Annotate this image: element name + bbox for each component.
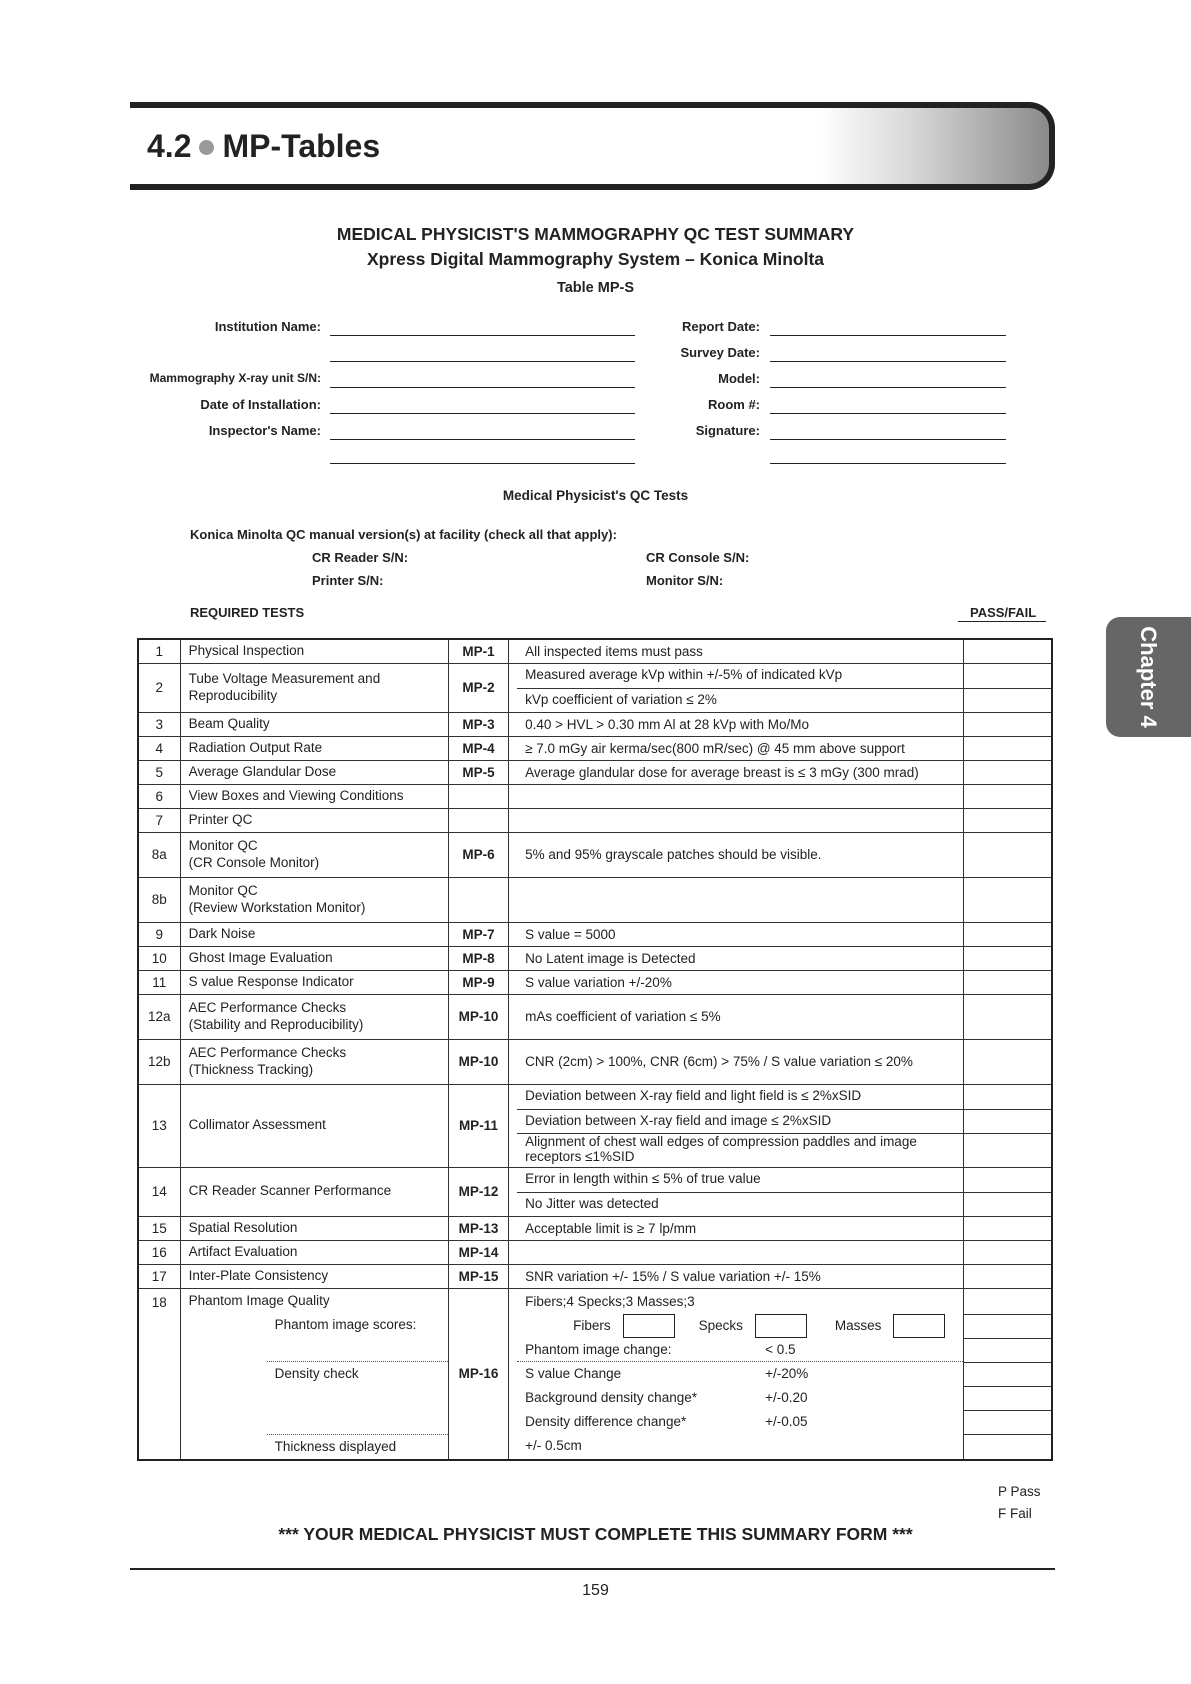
criteria-item: 5% and 95% grayscale patches should be visible.: [525, 847, 822, 862]
test-code: MP-9: [448, 970, 508, 994]
test-code: MP-8: [448, 946, 508, 970]
thickness-value: +/- 0.5cm: [525, 1438, 582, 1453]
criteria-item: SNR variation +/- 15% / S value variation +/- 15%: [525, 1268, 821, 1284]
test-name-text: Monitor QC: [188, 883, 258, 899]
test-code: MP-16: [448, 1288, 508, 1460]
pass-fail-cell[interactable]: [963, 877, 1052, 922]
row-number: 4: [138, 736, 180, 760]
row-number: 8a: [138, 832, 180, 877]
bullet-icon: [199, 140, 214, 155]
test-name-text: Tube Voltage Measurement and Reproducibility: [188, 671, 381, 703]
criteria-item: Deviation between X-ray field and image ≤ 2%xSID: [517, 1109, 963, 1133]
test-name-text: Physical Inspection: [188, 643, 305, 659]
criteria-cell: [509, 922, 964, 946]
page-number: 159: [582, 1582, 609, 1599]
section-title: 4.2 MP-Tables: [147, 128, 381, 164]
table-row: [138, 712, 1052, 736]
criteria-item: Error in length within ≤ 5% of true value: [525, 1171, 761, 1187]
test-name-subtext: (CR Console Monitor): [188, 854, 320, 870]
pass-fail-entry[interactable]: [964, 1410, 1051, 1434]
criteria-cell: [509, 1240, 964, 1264]
pass-fail-cell[interactable]: [963, 808, 1052, 832]
test-name-text: Ghost Image Evaluation: [188, 949, 333, 965]
s-change-value: +/-20%: [765, 1366, 809, 1381]
test-name-text: Phantom Image Quality: [188, 1292, 330, 1308]
pass-fail-cell[interactable]: [963, 970, 1052, 994]
test-code: MP-7: [448, 922, 508, 946]
criteria-cell: [509, 1216, 964, 1240]
row-number: 18: [138, 1288, 180, 1460]
pass-fail-cell[interactable]: [963, 784, 1052, 808]
pass-fail-cell[interactable]: [963, 736, 1052, 760]
phantom-change-row: [517, 1338, 963, 1362]
chapter-tab: Chapter 4: [1106, 617, 1191, 737]
test-name: [180, 1167, 448, 1216]
test-code: MP-12: [448, 1167, 508, 1216]
criteria-cell: [509, 736, 964, 760]
pass-fail-cell[interactable]: [963, 1084, 1052, 1167]
pass-fail-entry[interactable]: [964, 1133, 1051, 1167]
criteria-item: Average glandular dose for average breast is ≤ 3 mGy (300 mrad): [525, 764, 919, 780]
table-row: [138, 832, 1052, 877]
legend-fail: F Fail: [998, 1506, 1032, 1521]
row-number: 10: [138, 946, 180, 970]
test-code: MP-14: [448, 1240, 508, 1264]
phantom-scores-label: Phantom image scores:: [274, 1316, 417, 1332]
institution-label: Institution Name:: [214, 319, 321, 334]
table-row: [138, 1216, 1052, 1240]
manual-version: Konica Minolta QC manual version(s) at facility (check all that apply):: [190, 527, 617, 542]
dd-change-row: [517, 1410, 963, 1434]
row-number: 14: [138, 1167, 180, 1216]
signature-label: Signature:: [695, 423, 760, 438]
pass-fail-entry[interactable]: [964, 1386, 1051, 1410]
pass-fail-entry[interactable]: [964, 1290, 1051, 1314]
test-name: [180, 877, 448, 922]
table-row: [138, 736, 1052, 760]
test-name-text: Dark Noise: [188, 925, 256, 941]
required-tests-label: REQUIRED TESTS: [190, 605, 305, 620]
summary-title: MEDICAL PHYSICIST'S MAMMOGRAPHY QC TEST SUMMARY: [336, 224, 855, 244]
test-code: MP-13: [448, 1216, 508, 1240]
monitor-sn: Monitor S/N:: [646, 573, 724, 588]
pass-fail-cell[interactable]: [963, 1039, 1052, 1084]
row-number: 8b: [138, 877, 180, 922]
criteria-item: CNR (2cm) > 100%, CNR (6cm) > 75% / S value variation ≤ 20%: [525, 1054, 913, 1069]
row-number: 1: [138, 639, 180, 663]
table-row: [138, 1039, 1052, 1084]
dd-change-value: +/-0.05: [765, 1414, 808, 1429]
test-name: [180, 946, 448, 970]
criteria-cell: [509, 712, 964, 736]
cr-reader-sn: CR Reader S/N:: [312, 550, 409, 565]
unit-sn-label: Mammography X-ray unit S/N:: [149, 371, 321, 385]
test-code: MP-5: [448, 760, 508, 784]
table-row: [138, 1264, 1052, 1288]
fibers-input[interactable]: [623, 1314, 675, 1338]
s-change-row: [517, 1362, 963, 1386]
criteria-item: kVp coefficient of variation ≤ 2%: [517, 688, 963, 712]
test-name-text: Printer QC: [188, 811, 253, 827]
survey-date-field[interactable]: [770, 361, 1006, 362]
test-name-text: Artifact Evaluation: [188, 1243, 298, 1259]
test-name-text: Average Glandular Dose: [188, 763, 337, 779]
criteria-item: S value variation +/-20%: [525, 974, 672, 990]
criteria-item: Measured average kVp within +/-5% of indicated kVp: [525, 667, 843, 683]
pass-fail-entry[interactable]: [964, 1192, 1051, 1216]
qc-test-table: [137, 638, 1053, 1461]
pass-fail-cell[interactable]: [963, 712, 1052, 736]
test-name-text: Spatial Resolution: [188, 1219, 298, 1235]
test-name: [180, 970, 448, 994]
table-row: [138, 663, 1052, 712]
report-date-label: Report Date:: [681, 319, 760, 334]
signature-field[interactable]: [770, 439, 1006, 440]
test-name-text: Collimator Assessment: [188, 1117, 326, 1133]
phantom-limits: Fibers;4 Specks;3 Masses;3: [525, 1294, 695, 1309]
pass-fail-cell[interactable]: [963, 663, 1052, 712]
legend-pass: P Pass: [998, 1484, 1041, 1499]
pass-fail-cell[interactable]: [963, 760, 1052, 784]
criteria-item: All inspected items must pass: [525, 643, 703, 659]
fibers-label: Fibers: [573, 1318, 611, 1333]
test-code: [448, 808, 508, 832]
criteria-item: mAs coefficient of variation ≤ 5%: [525, 1009, 721, 1024]
test-name: [180, 922, 448, 946]
inspector-field-2[interactable]: [330, 463, 635, 464]
test-name: [180, 832, 448, 877]
specks-label: Specks: [698, 1318, 743, 1333]
phantom-score-boxes: [517, 1314, 963, 1338]
inspector-field[interactable]: [330, 439, 635, 440]
table-row: [138, 784, 1052, 808]
pass-fail-entry[interactable]: [964, 664, 1051, 688]
pass-fail-entry[interactable]: [964, 1314, 1051, 1338]
criteria-cell: [509, 639, 964, 663]
criteria-item: No Jitter was detected: [517, 1192, 963, 1216]
test-code: MP-15: [448, 1264, 508, 1288]
test-name: [180, 639, 448, 663]
criteria-cell: [509, 832, 964, 877]
test-code: MP-3: [448, 712, 508, 736]
phantom-change-label: Phantom image change:: [525, 1341, 672, 1357]
criteria-item: ≥ 7.0 mGy air kerma/sec(800 mR/sec) @ 45 mm above support: [525, 740, 905, 756]
test-name: [180, 1084, 448, 1167]
table-row: [138, 808, 1052, 832]
pass-fail-cell[interactable]: [963, 1264, 1052, 1288]
test-name-text: CR Reader Scanner Performance: [188, 1183, 392, 1199]
pass-fail-entry[interactable]: [964, 1168, 1051, 1192]
criteria-cell: [509, 1167, 964, 1216]
criteria-item: Deviation between X-ray field and light field is ≤ 2%xSID: [525, 1088, 862, 1104]
table-id: Table MP-S: [556, 280, 635, 296]
criteria-cell: [509, 994, 964, 1039]
unit-sn-field[interactable]: [330, 387, 635, 388]
row-number: 17: [138, 1264, 180, 1288]
test-code: MP-1: [448, 639, 508, 663]
pass-fail-cell[interactable]: [963, 832, 1052, 877]
criteria-cell: [509, 760, 964, 784]
row-number: 11: [138, 970, 180, 994]
table-row: [138, 922, 1052, 946]
test-name: [180, 994, 448, 1039]
pass-fail-cell[interactable]: [963, 1167, 1052, 1216]
table-row: [138, 1167, 1052, 1216]
test-code: MP-6: [448, 832, 508, 877]
dotted-separator: [267, 1386, 448, 1435]
test-name: [180, 1288, 448, 1460]
test-code: [448, 784, 508, 808]
criteria-item: 0.40 > HVL > 0.30 mm Al at 28 kVp with Mo/Mo: [525, 716, 809, 732]
dotted-separator: [267, 1337, 448, 1362]
bg-change-value: +/-0.20: [765, 1390, 808, 1405]
table-row: [138, 970, 1052, 994]
row-number: 16: [138, 1240, 180, 1264]
test-name: [180, 663, 448, 712]
masses-label: Masses: [834, 1318, 882, 1333]
test-code: MP-4: [448, 736, 508, 760]
test-name-subtext: (Review Workstation Monitor): [188, 899, 366, 915]
test-code: MP-10: [448, 994, 508, 1039]
test-name-text: Radiation Output Rate: [188, 739, 323, 755]
install-date-label: Date of Installation:: [200, 397, 321, 412]
criteria-cell: [509, 946, 964, 970]
criteria-cell: [509, 663, 964, 712]
table-row: [138, 1240, 1052, 1264]
row-number: 2: [138, 663, 180, 712]
row-number: 7: [138, 808, 180, 832]
institution-field-2[interactable]: [330, 361, 635, 362]
criteria-item: Alignment of chest wall edges of compression paddles and image receptors ≤1%SID: [517, 1133, 963, 1167]
inspector-label: Inspector's Name:: [208, 423, 321, 438]
test-name: [180, 736, 448, 760]
survey-date-label: Survey Date:: [680, 345, 760, 360]
qc-heading: Medical Physicist's QC Tests: [502, 488, 689, 503]
bg-change-label: Background density change*: [525, 1390, 697, 1405]
pass-fail-cell[interactable]: [963, 946, 1052, 970]
criteria-cell: [509, 1288, 964, 1460]
institution-field[interactable]: [330, 335, 635, 336]
density-check-label: Density check: [274, 1365, 359, 1381]
masses-input[interactable]: [893, 1314, 945, 1338]
summary-subtitle: Xpress Digital Mammography System – Konica Minolta: [366, 249, 825, 269]
table-row: [138, 877, 1052, 922]
report-date-field[interactable]: [770, 335, 1006, 336]
test-name: [180, 712, 448, 736]
install-date-field[interactable]: [330, 413, 635, 414]
pass-fail-entry[interactable]: [964, 1434, 1051, 1458]
pass-fail-cell[interactable]: [963, 1216, 1052, 1240]
table-row: [138, 760, 1052, 784]
criteria-item: Acceptable limit is ≥ 7 lp/mm: [525, 1220, 697, 1236]
criteria-cell: [509, 808, 964, 832]
test-name: [180, 1039, 448, 1084]
criteria-item: No Latent image is Detected: [525, 950, 696, 966]
test-name-subtext: (Stability and Reproducibility): [188, 1016, 364, 1032]
pass-fail-entry[interactable]: [964, 1338, 1051, 1362]
row-number: 12b: [138, 1039, 180, 1084]
test-name: [180, 760, 448, 784]
test-name: [180, 808, 448, 832]
row-number: 15: [138, 1216, 180, 1240]
criteria-item: S value = 5000: [525, 926, 616, 942]
pass-fail-cell[interactable]: [963, 1240, 1052, 1264]
s-change-label: S value Change: [525, 1366, 622, 1381]
pass-fail-entry[interactable]: [964, 1362, 1051, 1386]
test-name-subtext: (Thickness Tracking): [188, 1061, 314, 1077]
pass-fail-entry[interactable]: [964, 1085, 1051, 1109]
completion-notice: *** YOUR MEDICAL PHYSICIST MUST COMPLETE THIS SUMMARY FORM ***: [278, 1524, 913, 1544]
pass-fail-cell[interactable]: [963, 994, 1052, 1039]
signature-field-2[interactable]: [770, 463, 1006, 464]
test-name-text: AEC Performance Checks: [188, 1000, 347, 1016]
pass-fail-entry[interactable]: [964, 1109, 1051, 1133]
row-number: 13: [138, 1084, 180, 1167]
footer-rule: [130, 1568, 1055, 1570]
specks-input[interactable]: [755, 1314, 807, 1338]
test-name: [180, 1240, 448, 1264]
table-row: [138, 946, 1052, 970]
table-row: [138, 639, 1052, 663]
pass-fail-entry[interactable]: [964, 688, 1051, 712]
row-number: 5: [138, 760, 180, 784]
cr-console-sn: CR Console S/N:: [646, 550, 750, 565]
test-name: [180, 1264, 448, 1288]
test-code: MP-2: [448, 663, 508, 712]
test-code: MP-11: [448, 1084, 508, 1167]
test-name: [180, 1216, 448, 1240]
test-name-text: View Boxes and Viewing Conditions: [188, 787, 404, 803]
pass-fail-cell[interactable]: [963, 922, 1052, 946]
model-field[interactable]: [770, 387, 1006, 388]
printer-sn: Printer S/N:: [312, 573, 384, 588]
criteria-cell: [509, 1039, 964, 1084]
criteria-cell: [509, 1084, 964, 1167]
criteria-cell: [509, 970, 964, 994]
row-number: 12a: [138, 994, 180, 1039]
room-field[interactable]: [770, 413, 1006, 414]
test-name-text: Inter-Plate Consistency: [188, 1267, 329, 1283]
row-number: 3: [138, 712, 180, 736]
table-row: [138, 1084, 1052, 1167]
test-name-text: AEC Performance Checks: [188, 1045, 347, 1061]
phantom-change-value: < 0.5: [765, 1341, 796, 1357]
pass-fail-cell[interactable]: [963, 639, 1052, 663]
test-code: MP-10: [448, 1039, 508, 1084]
pass-fail-cell[interactable]: [963, 1288, 1052, 1460]
criteria-cell: [509, 784, 964, 808]
thickness-label: Thickness displayed: [274, 1438, 397, 1454]
test-name-text: S value Response Indicator: [188, 973, 354, 989]
table-row-phantom: [138, 1288, 1052, 1460]
room-label: Room #:: [708, 397, 760, 412]
row-number: 9: [138, 922, 180, 946]
row-number: 6: [138, 784, 180, 808]
dd-change-label: Density difference change*: [525, 1414, 687, 1429]
bg-change-row: [517, 1386, 963, 1410]
table-row: [138, 994, 1052, 1039]
model-label: Model:: [718, 371, 760, 386]
criteria-cell: [509, 877, 964, 922]
test-name-text: Beam Quality: [188, 715, 270, 731]
criteria-cell: [509, 1264, 964, 1288]
test-name: [180, 784, 448, 808]
test-code: [448, 877, 508, 922]
test-name-text: Monitor QC: [188, 838, 258, 854]
pass-fail-label: PASS/FAIL: [958, 605, 1046, 622]
